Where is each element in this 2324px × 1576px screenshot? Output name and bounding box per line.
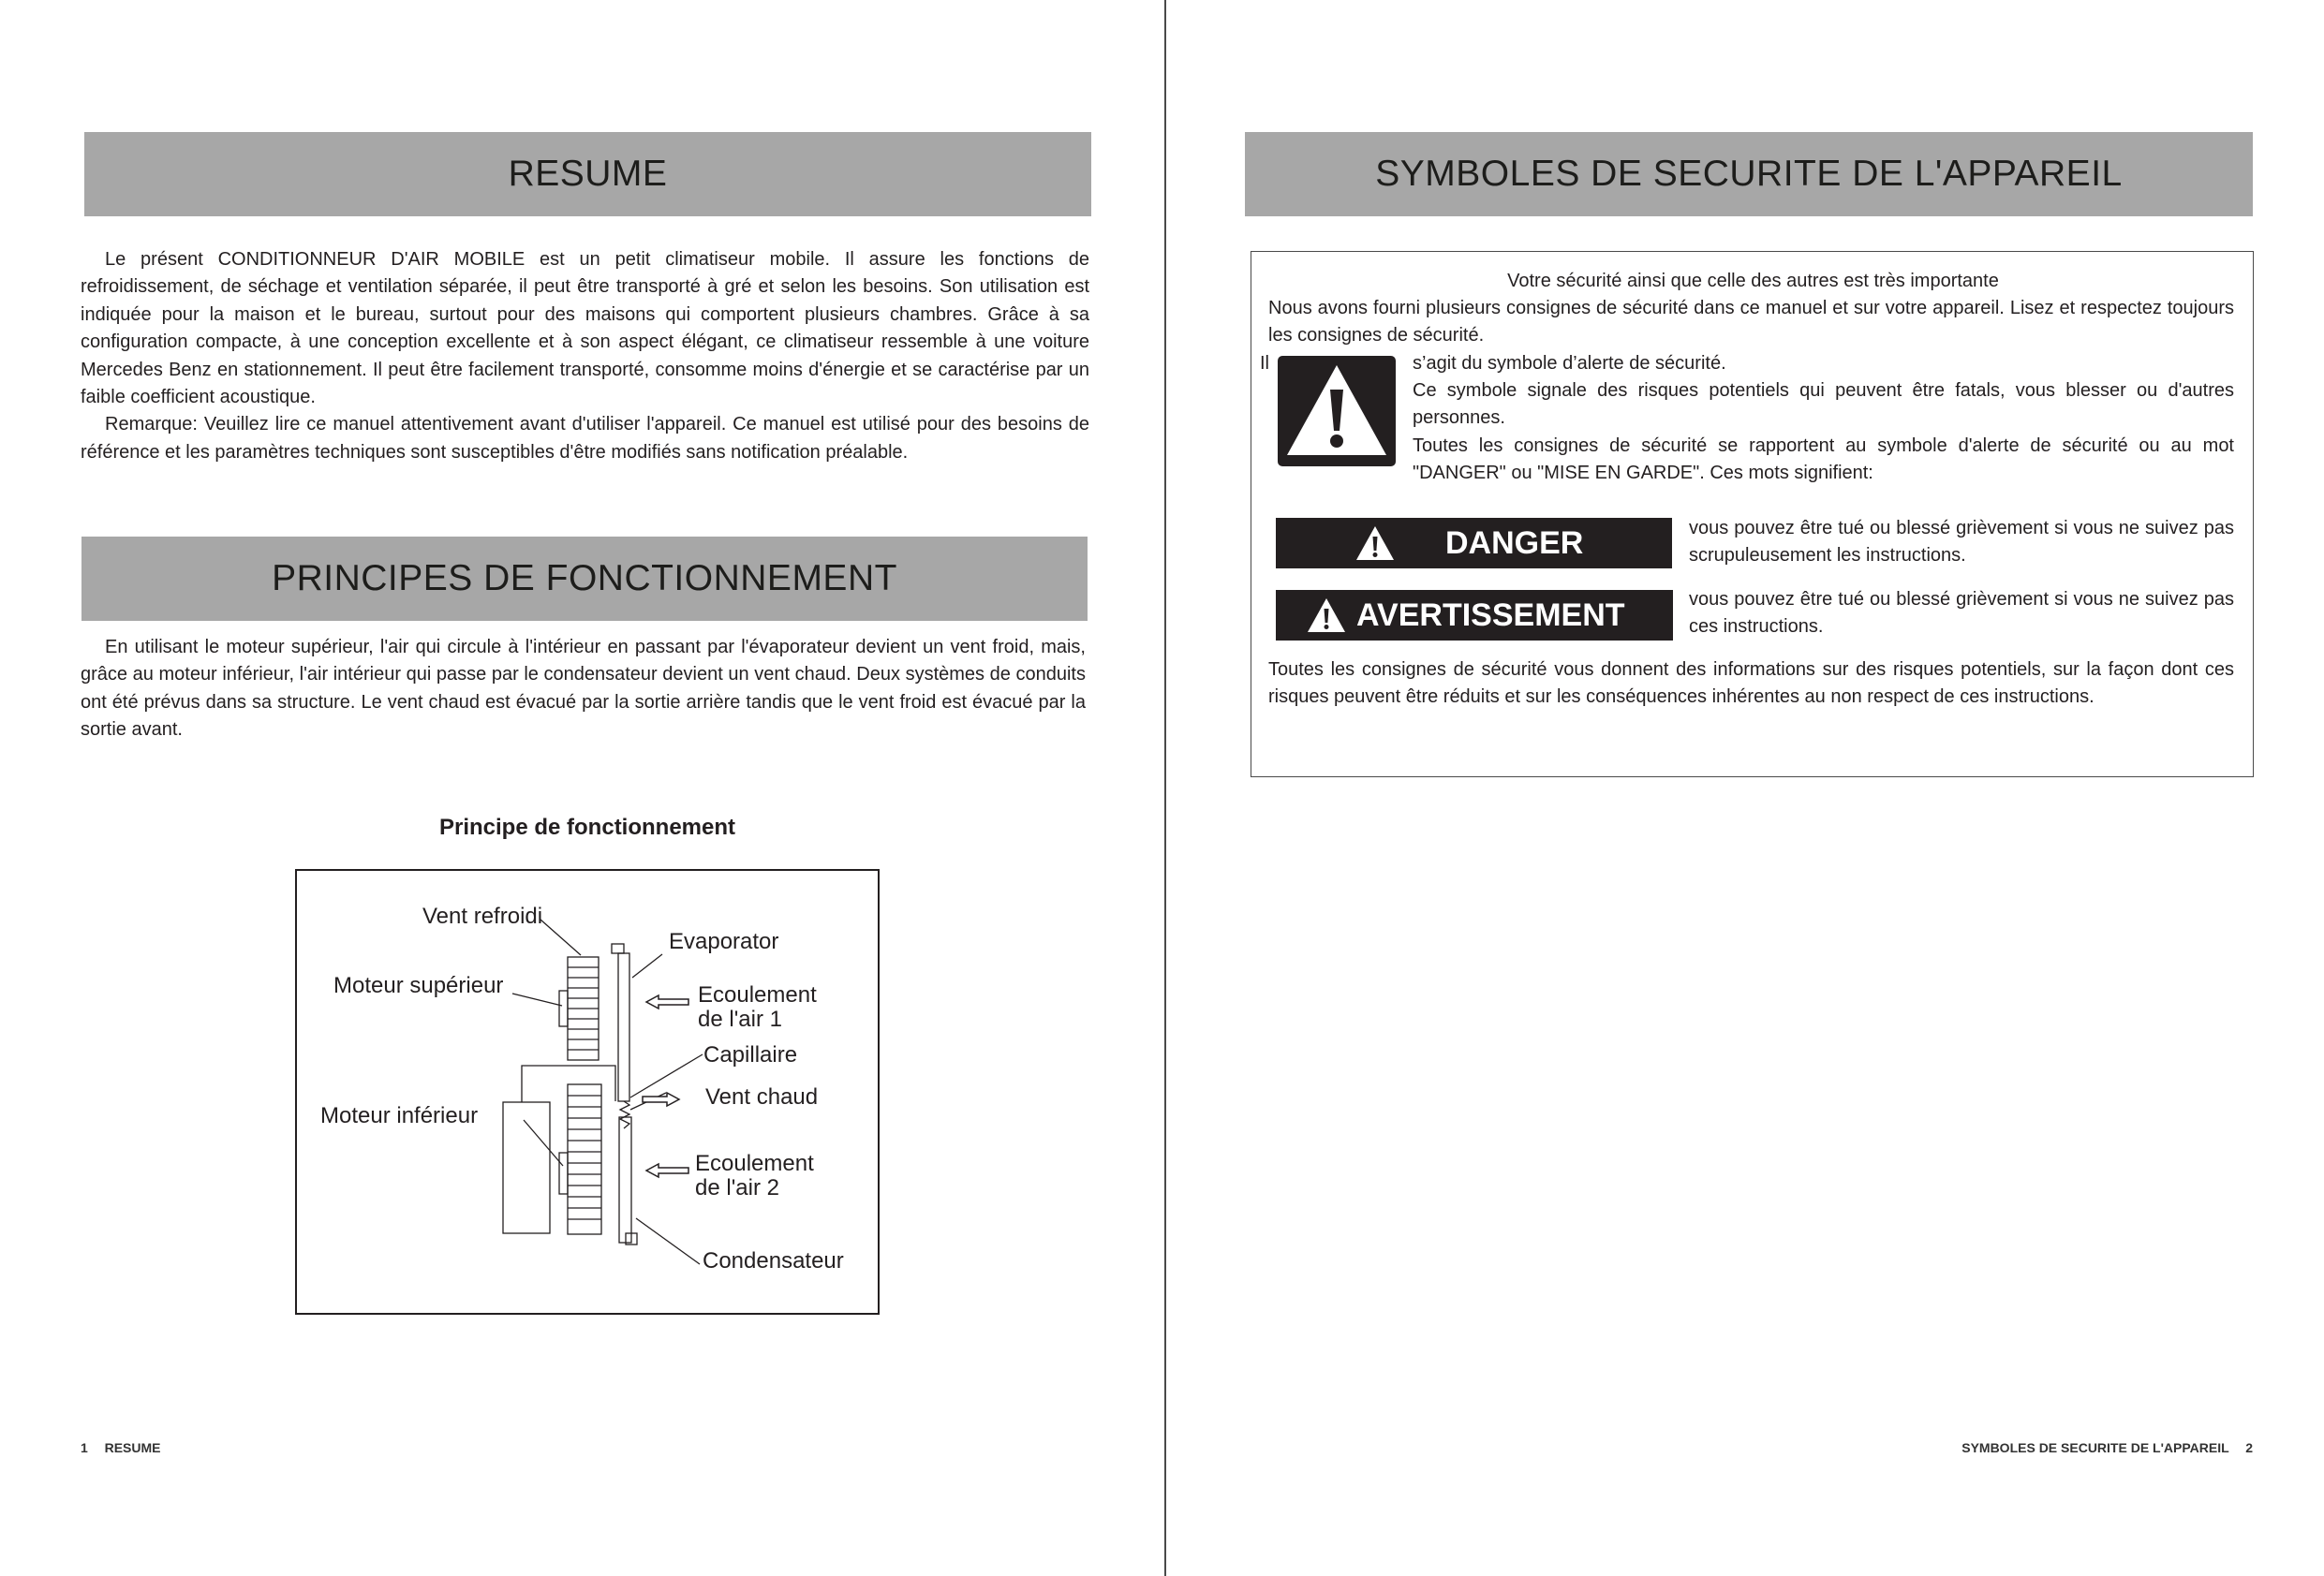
- warning-description: vous pouvez être tué ou blessé grièvement si vous ne suivez pas ces instructions.: [1689, 589, 2234, 638]
- warning-triangle-icon: [1306, 597, 1347, 634]
- resume-title: RESUME: [84, 132, 1091, 216]
- right-footer: [1961, 1440, 2253, 1455]
- page-divider: [1164, 0, 1166, 1576]
- danger-warning-icon: [1354, 524, 1396, 562]
- operating-principle-diagram: [295, 869, 880, 1315]
- danger-description: vous pouvez être tué ou blessé grièvement si vous ne suivez pas scrupuleusement les instructions.: [1689, 518, 2234, 567]
- label-moteur-inferieur: Moteur inférieur: [320, 1103, 479, 1128]
- label-evaporator: Evaporator: [669, 929, 779, 954]
- safety-closing: Toutes les consignes de sécurité vous donnent des informations sur des risques potentiels, sur la façon dont ces risques peuvent être réduits et sur les conséquences inhérentes au non respect de ces instructions.: [1268, 659, 2234, 708]
- safety-intro: Nous avons fourni plusieurs consignes de sécurité dans ce manuel et sur votre appareil. Lisez et respectez toujours les consignes de sécurité.: [1268, 298, 2234, 346]
- warning-label: [1276, 590, 1673, 641]
- safety-symbol-line: s’agit du symbole d’alerte de sécurité.: [1413, 353, 1726, 374]
- label-ecoulement-1-line-2: de l'air 1: [698, 1007, 782, 1032]
- safety-heading: Votre sécurité ainsi que celle des autres est très importante: [1507, 271, 1999, 291]
- label-ecoulement-2: [695, 1152, 814, 1200]
- resume-paragraph-1: Le présent CONDITIONNEUR D'AIR MOBILE est un petit climatiseur mobile. Il assure les fonctions de refroidissement, de séchage et ventilation séparée, il peut être transporté à gré et selon les besoins. Son utilisation est indiquée pour la maison et le bureau, surtout pour des maisons qui comportent plusieurs chambres. Grâce à sa configuration compacte, à une conception excellente et à son aspect élégant, ce climatiseur ressemble à une voiture Mercedes Benz en stationnement. Il peut être facilement transporté, consomme moins d'énergie et se caractérise par un faible coefficient acoustique.: [81, 249, 1089, 408]
- label-vent-chaud: Vent chaud: [705, 1084, 819, 1110]
- right-footer-section: SYMBOLES DE SECURITE DE L'APPAREIL: [1961, 1440, 2229, 1455]
- evaporator-coil: [618, 953, 629, 1101]
- label-moteur-superieur: Moteur supérieur: [333, 973, 504, 998]
- left-page-number: 1: [81, 1440, 88, 1455]
- alert-symbol-icon: [1278, 356, 1396, 466]
- label-capillaire: Capillaire: [703, 1042, 798, 1068]
- resume-text: [81, 246, 1089, 466]
- label-ecoulement-2-line-1: Ecoulement: [695, 1151, 814, 1176]
- lower-motor: [503, 1102, 550, 1233]
- condenser-coil: [619, 1117, 631, 1243]
- label-condensateur: Condensateur: [703, 1248, 844, 1274]
- warning-label-text: AVERTISSEMENT: [1356, 597, 1625, 633]
- airflow-1-arrow: [646, 995, 688, 1009]
- safety-symbols-title: SYMBOLES DE SECURITE DE L'APPAREIL: [1245, 132, 2253, 216]
- safety-box: [1251, 251, 2254, 777]
- principes-text: [81, 634, 1086, 744]
- principes-paragraph: En utilisant le moteur supérieur, l'air qui circule à l'intérieur en passant par l'évaporateur devient un vent froid, mais, grâce au moteur inférieur, l'air intérieur qui passe par le condensateur devient un vent chaud. Deux systèmes de conduits ont été prévus dans sa structure. Le vent chaud est évacué par la sortie arrière tandis que le vent froid est évacué par la sortie avant.: [81, 637, 1086, 741]
- left-footer: [81, 1440, 160, 1455]
- upper-motor-shaft: [559, 991, 568, 1026]
- label-vent-refroidi: Vent refroidi: [422, 904, 543, 929]
- label-ecoulement-1-line-1: Ecoulement: [698, 982, 817, 1008]
- il-prefix: Il: [1260, 353, 1269, 374]
- right-page-number: 2: [2245, 1440, 2253, 1455]
- label-ecoulement-1: [698, 983, 817, 1032]
- resume-paragraph-2: Remarque: Veuillez lire ce manuel attentivement avant d'utiliser l'appareil. Ce manuel est utilisé pour des besoins de référence et les paramètres techniques sont susceptibles d'être modifiés sans notification préalable.: [81, 414, 1089, 463]
- safety-symbol-description: Ce symbole signale des risques potentiels qui peuvent être fatals, vous blesser ou d'autres personnes.: [1413, 380, 2234, 429]
- diagram-caption: Principe de fonctionnement: [438, 815, 736, 840]
- danger-label: [1276, 518, 1672, 568]
- left-footer-section: RESUME: [104, 1440, 161, 1455]
- lower-motor-shaft: [559, 1153, 568, 1194]
- danger-label-text: DANGER: [1445, 524, 1584, 561]
- airflow-2-arrow: [646, 1164, 688, 1177]
- safety-signal-words: Toutes les consignes de sécurité se rapportent au symbole d'alerte de sécurité ou au mot "DANGER" ou "MISE EN GARDE". Ces mots signifient:: [1413, 435, 2234, 484]
- label-ecoulement-2-line-2: de l'air 2: [695, 1175, 779, 1200]
- principes-title: PRINCIPES DE FONCTIONNEMENT: [81, 537, 1088, 621]
